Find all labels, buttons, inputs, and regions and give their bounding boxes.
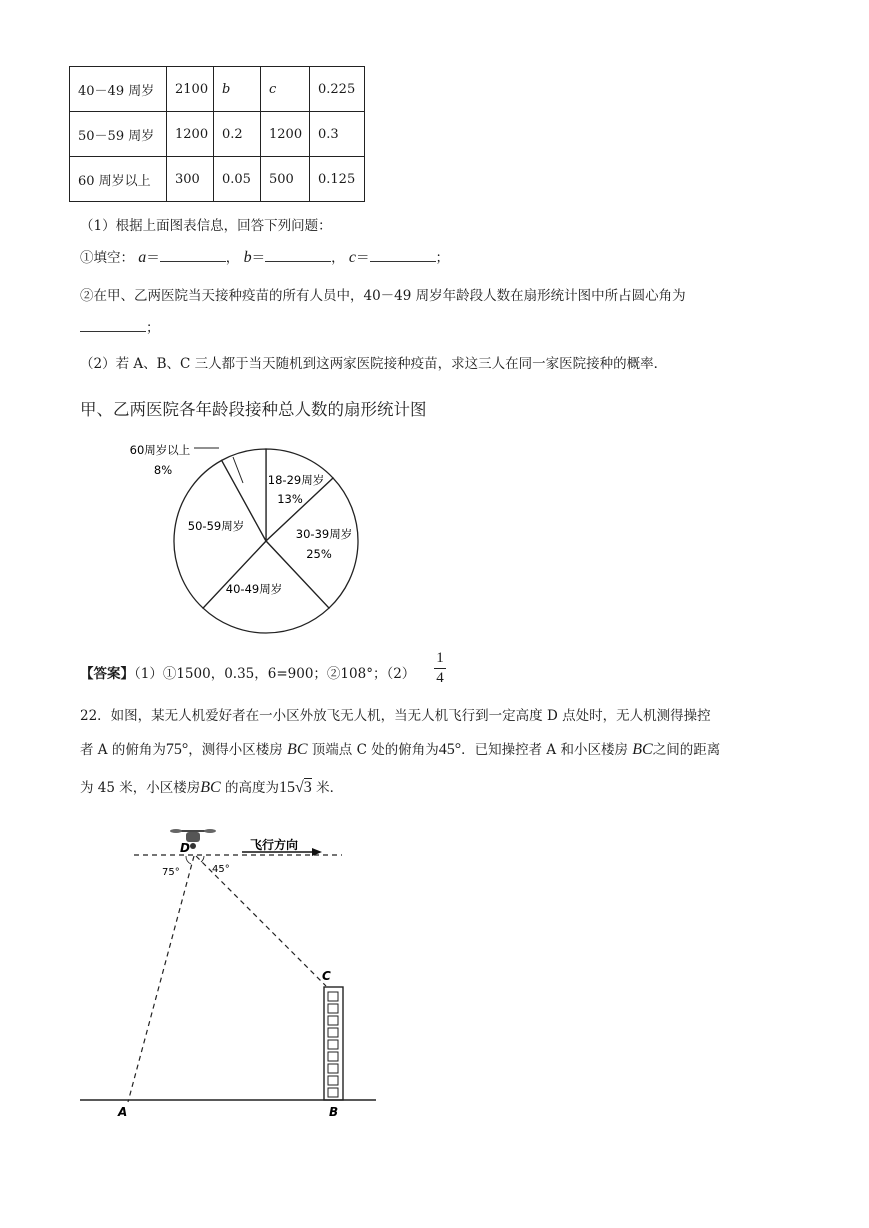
point-d-label: D xyxy=(180,841,190,855)
table-cell: 50－59 周岁 xyxy=(70,112,167,157)
slice-label-18-29: 18-29周岁 xyxy=(267,473,325,487)
window xyxy=(328,1016,338,1025)
fraction-bar xyxy=(434,668,446,669)
table-cell: 0.225 xyxy=(310,67,365,112)
equals: ＝ xyxy=(251,250,266,266)
var-b: b xyxy=(243,249,252,266)
table-cell: c xyxy=(261,67,310,112)
semicolon: ； xyxy=(435,250,449,266)
comma: ， xyxy=(225,250,240,266)
sqrt-radicand: 3 xyxy=(303,779,312,796)
table-row xyxy=(70,67,365,112)
table-cell: 0.3 xyxy=(310,112,365,157)
window xyxy=(328,1088,338,1097)
text-seg: 米． xyxy=(311,780,344,796)
window xyxy=(328,1004,338,1013)
window xyxy=(328,1028,338,1037)
var-c: c xyxy=(348,249,356,266)
sight-line-dc xyxy=(196,856,326,986)
table-cell: 1200 xyxy=(167,112,214,157)
point-b-label: B xyxy=(329,1105,339,1119)
table-cell: 60 周岁以上 xyxy=(70,157,167,202)
var-a: a xyxy=(138,249,147,266)
point-a-label: A xyxy=(118,1105,128,1119)
table-cell: 0.125 xyxy=(310,157,365,202)
angle-75: 75° xyxy=(165,741,189,758)
semicolon: ； xyxy=(146,320,160,336)
chart-title: 甲、乙两医院各年龄段接种总人数的扇形统计图 xyxy=(80,400,427,419)
table-row xyxy=(70,157,365,202)
q2-text: （2）若 A、B、C 三人都于当天随机到这两家医院接种疫苗，求这三人在同一家医院接种的概率． xyxy=(80,356,668,372)
angle-45-label: 45° xyxy=(212,864,230,875)
fill-prefix: ①填空： xyxy=(80,250,134,266)
table-cell: b xyxy=(214,67,261,112)
sqrt-sign: √ xyxy=(295,779,304,796)
slice-pct-30-39: 25% xyxy=(306,547,332,561)
building-windows xyxy=(328,992,338,1097)
angle-75-label: 75° xyxy=(162,867,180,878)
slice-pct-60plus: 8% xyxy=(153,463,173,477)
table-cell: 2100 xyxy=(167,67,214,112)
answer-line xyxy=(80,662,415,682)
text-seg: ．已知操控者 A 和小区楼房 xyxy=(461,742,628,758)
q22-line2 xyxy=(80,738,720,759)
segment-bc: BC xyxy=(287,741,308,758)
answer-label: 【答案】 xyxy=(80,666,134,682)
q1-part2: ②在甲、乙两医院当天接种疫苗的所有人员中，40－49 周岁年龄段人数在扇形统计图中所占圆心角为 xyxy=(80,288,686,304)
blank-b[interactable] xyxy=(265,249,331,262)
table-cell: 500 xyxy=(261,157,310,202)
table-cell: 1200 xyxy=(261,112,310,157)
slice-label-60plus: 60周岁以上 xyxy=(129,443,191,457)
segment-bc: BC xyxy=(200,779,221,796)
text-seg: 的高度为 xyxy=(220,780,280,796)
table-cell: 0.05 xyxy=(214,157,261,202)
slice-label-30-39: 30-39周岁 xyxy=(295,527,353,541)
slice-label-50-59: 50-59周岁 xyxy=(187,519,245,533)
text-seg: 者 A 的俯角为 xyxy=(80,742,166,758)
age-table xyxy=(69,66,365,202)
blank-c[interactable] xyxy=(370,249,436,262)
table-cell: 40－49 周岁 xyxy=(70,67,167,112)
segment-bc: BC xyxy=(632,741,653,758)
pie-slices xyxy=(174,449,358,633)
window xyxy=(328,1076,338,1085)
window xyxy=(328,1040,338,1049)
angle-arc-45 xyxy=(201,856,204,862)
q1-intro: （1）根据上面图表信息，回答下列问题： xyxy=(80,218,332,234)
answer-fraction xyxy=(434,650,446,687)
window xyxy=(328,1064,338,1073)
text-seg: 顶端点 C 处的俯角为 xyxy=(307,742,439,758)
blank-a[interactable] xyxy=(160,249,226,262)
slice-pct-18-29: 13% xyxy=(277,492,303,506)
drone-icon xyxy=(170,829,216,849)
point-c-label: C xyxy=(322,969,331,983)
table-cell: 0.2 xyxy=(214,112,261,157)
window xyxy=(328,1052,338,1061)
q1-fill xyxy=(80,246,449,267)
comma: ， xyxy=(331,250,345,266)
sight-line-da xyxy=(128,856,194,1102)
angle-arc-75 xyxy=(186,856,191,864)
text-seg: 之间的距离 xyxy=(652,742,721,758)
blank-angle[interactable] xyxy=(80,319,146,332)
q22-line3 xyxy=(80,776,343,797)
height-coef: 15 xyxy=(279,779,296,796)
table-row xyxy=(70,112,365,157)
equals: ＝ xyxy=(146,250,160,266)
drone-figure xyxy=(70,820,390,1125)
equals: ＝ xyxy=(356,250,370,266)
answer-text: （1）①1500，0.35，6=900；②108°；（2） xyxy=(134,666,416,682)
fraction-numerator: 1 xyxy=(436,650,444,666)
q1-part2-answer xyxy=(80,316,160,336)
angle-45: 45° xyxy=(438,741,462,758)
flight-direction-label: 飞行方向 xyxy=(250,838,299,852)
fraction-denominator: 4 xyxy=(436,670,444,686)
text-seg: ，测得小区楼房 xyxy=(188,742,283,758)
window xyxy=(328,992,338,1001)
slice-label-40-49: 40-49周岁 xyxy=(225,582,283,596)
table-cell: 300 xyxy=(167,157,214,202)
pie-chart xyxy=(100,420,400,645)
q22-line1: 22．如图，某无人机爱好者在一小区外放飞无人机，当无人机飞行到一定高度 D 点处时，无人机测得操控 xyxy=(80,708,711,724)
text-seg: 为 45 米，小区楼房 xyxy=(80,780,201,796)
